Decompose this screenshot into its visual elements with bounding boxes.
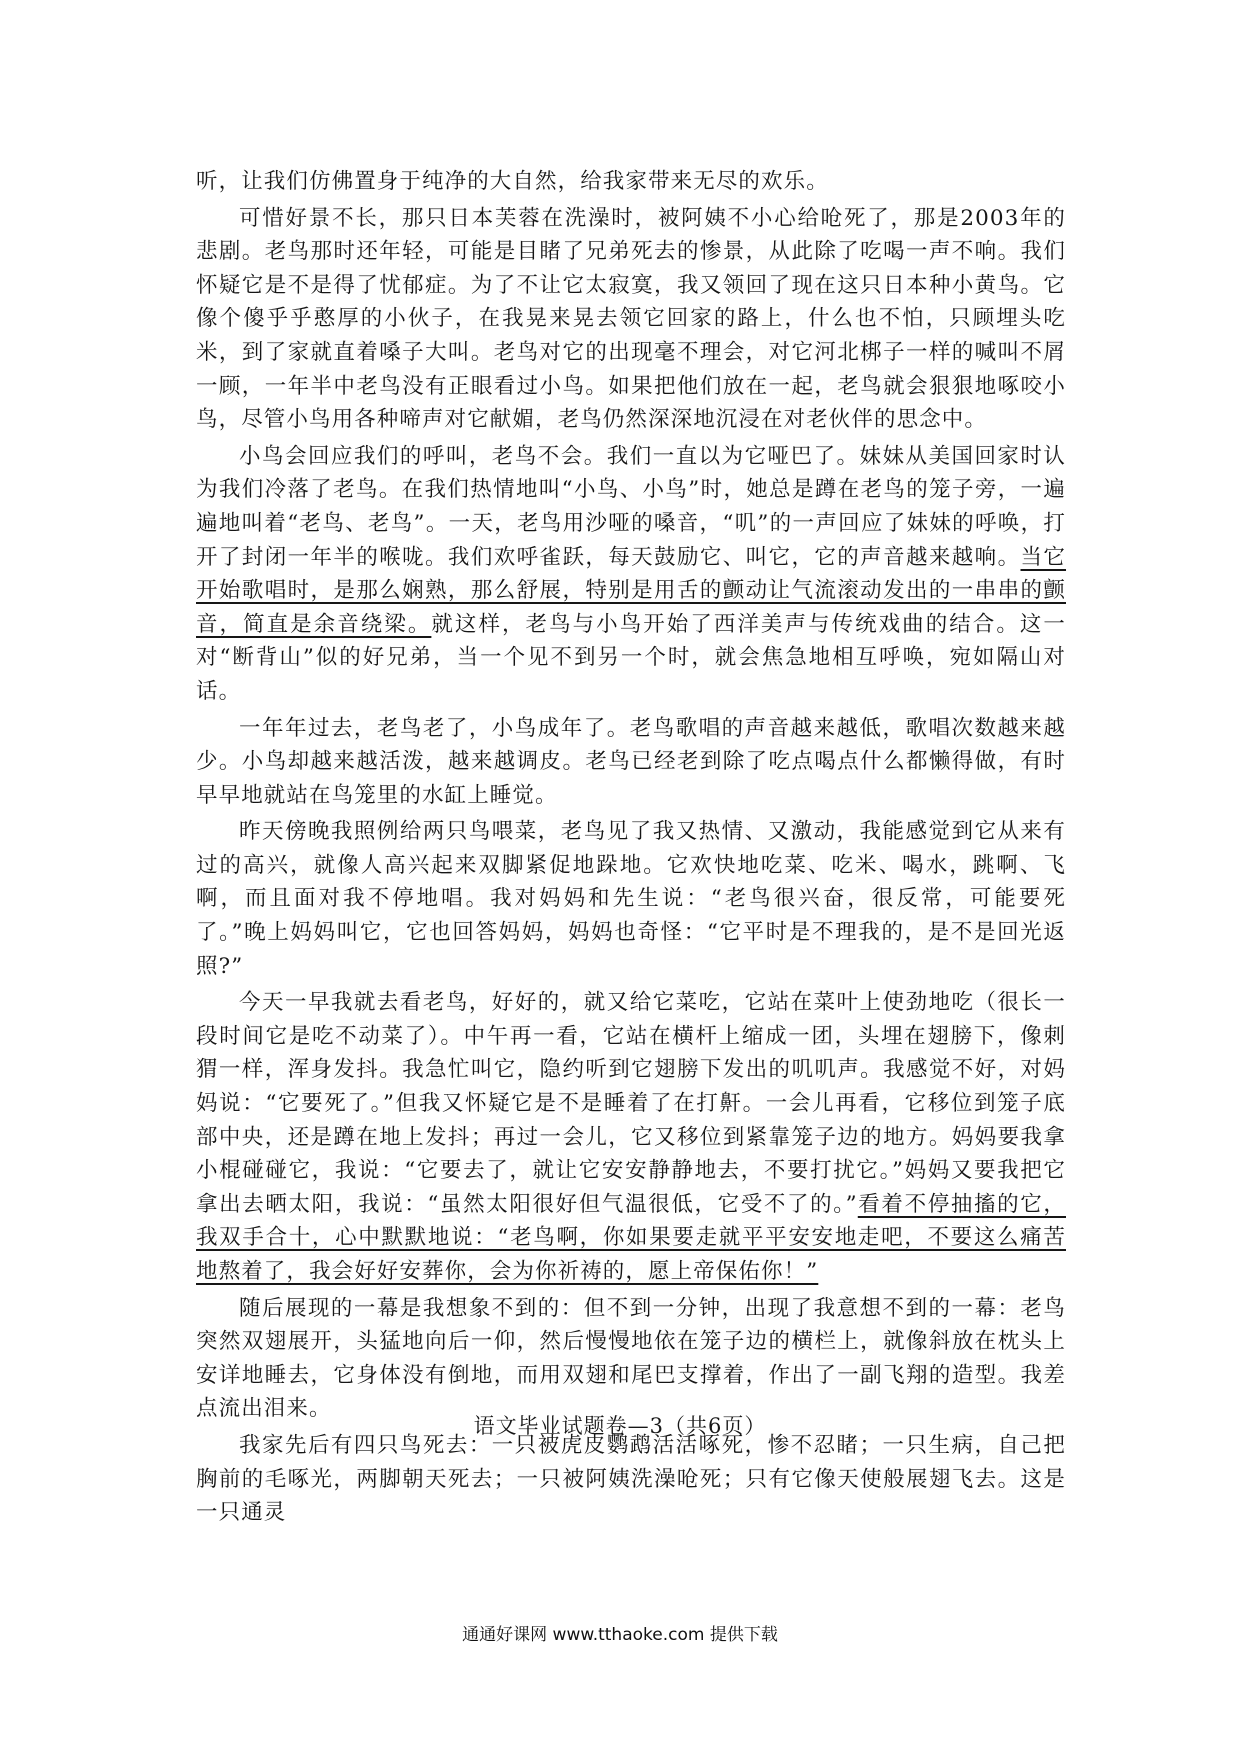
paragraph: [196, 165, 1066, 199]
paragraph: [196, 712, 1066, 813]
paragraph: [196, 202, 1066, 437]
underlined-sentence: 当它开始歌唱时，是那么娴熟，那么舒展，特别是用舌的颤动让气流滚动发出的一串串的颤音，简直是余音绕梁。: [196, 544, 1067, 637]
text-segment: 可惜好景不长，那只日本芙蓉在洗澡时，被阿姨不小心给呛死了，那是2003年的悲剧。老鸟那时还年轻，可能是目睹了兄弟死去的惨景，从此除了吃喝一声不响。我们怀疑它是不是得了忧郁症。为了不让它太寂寞，我又领回了现在这只日本种小黄鸟。它像个傻乎乎憨厚的小伙子，在我晃来晃去领它回家的路上，什么也不怕，只顾埋头吃米，到了家就直着嗓子大叫。老鸟对它的出现毫不理会，对它河北梆子一样的喊叫不屑一顾，一年半中老鸟没有正眼看过小鸟。如果把他们放在一起，老鸟就会狠狠地啄咬小鸟，尽管小鸟用各种啼声对它献媚，老鸟仍然深深地沉浸在对老伙伴的思念中。: [196, 205, 1066, 433]
paragraph: [196, 1292, 1066, 1426]
page-number-footer: 语文毕业试题卷—3（共6页）: [473, 1414, 767, 1438]
download-source-footer: 通通好课网 www.tthaoke.com 提供下载: [462, 1625, 778, 1645]
text-segment: 今天一早我就去看老鸟，好好的，就又给它菜吃，它站在菜叶上使劲地吃（很长一段时间它是吃不动菜了）。中午再一看，它站在横杆上缩成一团，头埋在翅膀下，像刺猬一样，浑身发抖。我急忙叫它，隐约听到它翅膀下发出的叽叽声。我感觉不好，对妈妈说：“它要死了。”但我又怀疑它是不是睡着了在打鼾。一会儿再看，它移位到笼子底部中央，还是蹲在地上发抖；再过一会儿，它又移位到紧靠笼子边的地方。妈妈要我拿小棍碰碰它，我说：“它要去了，就让它安安静静地去，不要打扰它。”妈妈又要我把它拿出去晒太阳，我说：“虽然太阳很好但气温很低，它受不了的。”: [196, 990, 1066, 1217]
underlined-sentence: 看着不停抽搐的它，我双手合十，心中默默地说：“老鸟啊，你如果要走就平平安安地走吧，不要这么痛苦地熬着了，我会好好安葬你，会为你祈祷的，愿上帝保佑你！”: [196, 1191, 1066, 1284]
article-text: [196, 165, 1066, 1533]
paragraph: [196, 815, 1066, 983]
text-segment: 就这样，老鸟与小鸟开始了西洋美声与传统戏曲的结合。这一对“断背山”似的好兄弟，当一个见不到另一个时，就会焦急地相互呼唤，宛如隔山对话。: [196, 611, 1066, 704]
paragraph: [196, 440, 1066, 709]
text-segment: 随后展现的一幕是我想象不到的：但不到一分钟，出现了我意想不到的一幕：老鸟突然双翅展开，头猛地向后一仰，然后慢慢地依在笼子边的横栏上，就像斜放在枕头上安详地睡去，它身体没有倒地，而用双翅和尾巴支撑着，作出了一副飞翔的造型。我差点流出泪来。: [196, 1295, 1066, 1422]
text-segment: 一年年过去，老鸟老了，小鸟成年了。老鸟歌唱的声音越来越低，歌唱次数越来越少。小鸟却越来越活泼，越来越调皮。老鸟已经老到除了吃点喝点什么都懒得做，有时早早地就站在鸟笼里的水缸上睡觉。: [196, 715, 1066, 808]
text-segment: 小鸟会回应我们的呼叫，老鸟不会。我们一直以为它哑巴了。妹妹从美国回家时认为我们冷落了老鸟。在我们热情地叫“小鸟、小鸟”时，她总是蹲在老鸟的笼子旁，一遍遍地叫着“老鸟、老鸟”。一天，老鸟用沙哑的嗓音，“叽”的一声回应了妹妹的呼唤，打开了封闭一年半的喉咙。我们欢呼雀跃，每天鼓励它、叫它，它的声音越来越响。: [196, 443, 1066, 570]
text-segment: 听，让我们仿佛置身于纯净的大自然，给我家带来无尽的欢乐。: [196, 169, 829, 194]
text-segment: 我家先后有四只鸟死去：一只被虎皮鹦鹉活活啄死，惨不忍睹；一只生病，自己把胸前的毛啄光，两脚朝天死去；一只被阿姨洗澡呛死；只有它像天使般展翅飞去。这是一只通灵: [196, 1432, 1066, 1526]
paragraph: [196, 986, 1066, 1288]
paragraph: [196, 1429, 1066, 1530]
text-segment: 昨天傍晚我照例给两只鸟喂菜，老鸟见了我又热情、又激动，我能感觉到它从来有过的高兴，就像人高兴起来双脚紧促地跺地。它欢快地吃菜、吃米、喝水，跳啊、飞啊，而且面对我不停地唱。我对妈妈和先生说：“老鸟很兴奋，很反常，可能要死了。”晚上妈妈叫它，它也回答妈妈，妈妈也奇怪：“它平时是不理我的，是不是回光返照?”: [196, 819, 1066, 979]
